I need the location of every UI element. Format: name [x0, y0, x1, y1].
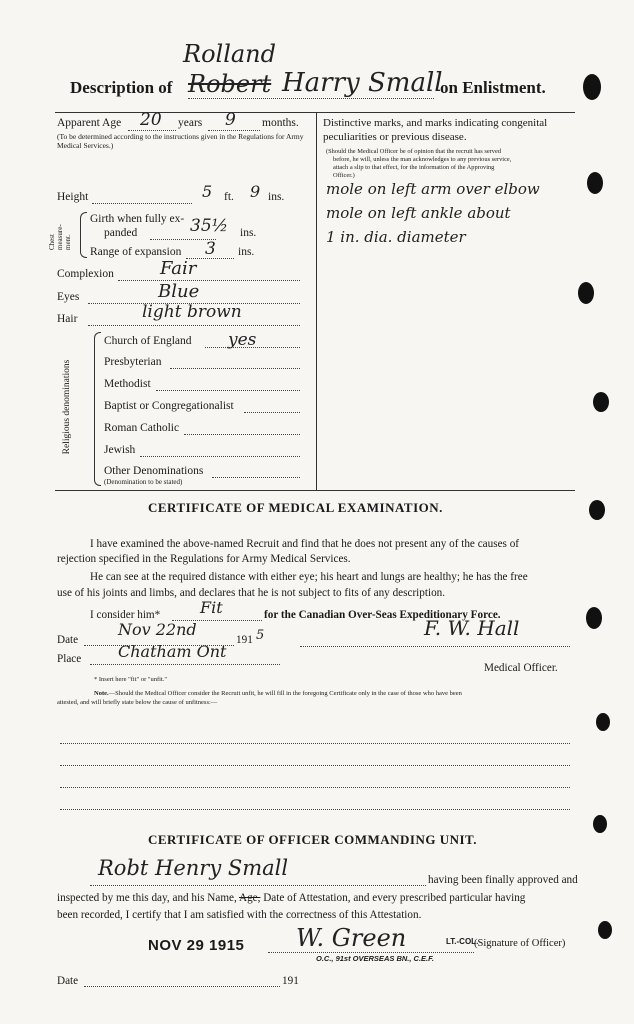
text-2a: inspected by me this day, and his Name,: [57, 892, 237, 904]
religion-presbyterian: Presbyterian: [104, 356, 162, 368]
marks-line-2: mole on left ankle about: [326, 204, 511, 222]
denomination-note: (Denomination to be stated): [104, 478, 183, 486]
girth-value: 35½: [190, 216, 229, 236]
consider-value: Fit: [200, 598, 223, 617]
note-line1: —Should the Medical Officer consider the Recruit unfit, he will fill in the foregoing Certificate only in the case of those who have been: [108, 690, 462, 697]
unfitness-line: [60, 787, 570, 788]
punch-hole: [596, 713, 610, 731]
marks-heading-2: peculiarities or previous disease.: [323, 131, 467, 143]
marks-line-1: mole on left arm over elbow: [326, 180, 540, 198]
punch-hole: [578, 282, 594, 304]
religion-baptist: Baptist or Congregationalist: [104, 400, 234, 412]
commanding-title: CERTIFICATE OF OFFICER COMMANDING UNIT.: [148, 832, 477, 847]
force-label: for the Canadian Over-Seas Expeditionary Force.: [264, 609, 501, 621]
header-suffix: on Enlistment.: [440, 78, 546, 97]
medical-officer-label: Medical Officer.: [484, 662, 558, 674]
medical-para2-line2: use of his joints and limbs, and declares that he is not subject to fits of any description.: [57, 587, 446, 599]
note-label: Note.: [94, 690, 109, 697]
ins-label: ins.: [268, 191, 285, 203]
marks-note-1: (Should the Medical Officer be of opinion that the recruit has served: [326, 148, 502, 155]
ft-label: ft.: [224, 191, 234, 203]
punch-hole: [593, 392, 609, 412]
years-label: years: [178, 117, 203, 129]
date-value: Nov 22nd: [118, 620, 197, 639]
written-name: Harry Small: [282, 68, 443, 98]
unfit-note-line2: attested, and will briefly state below the cause of unfitness:—: [57, 699, 218, 706]
religion-church-of-england: Church of England: [104, 335, 192, 347]
religion-methodist: Methodist: [104, 378, 151, 390]
punch-hole: [589, 500, 605, 520]
age-note: (To be determined according to the instructions given in the Regulations for Army Medical Services.): [57, 132, 304, 150]
hair-label: Hair: [57, 313, 78, 325]
date-stamp: NOV 29 1915: [148, 937, 245, 954]
punch-hole: [587, 172, 603, 194]
marks-line-3: 1 in. dia. diameter: [326, 228, 466, 246]
complexion-label: Complexion: [57, 268, 114, 280]
unfitness-line: [60, 743, 570, 744]
text-2b: Date of Attestation, and every prescribed particular having: [263, 892, 526, 904]
chest-label: Chest measure-ment.: [48, 224, 72, 250]
commanding-date-label: Date: [57, 975, 79, 987]
expansion-label: Range of expansion: [90, 246, 182, 258]
medical-signature: F. W. Hall: [424, 616, 520, 640]
height-ft: 5: [202, 182, 213, 201]
text-2-age: Age,: [238, 892, 261, 904]
expansion-ins: ins.: [238, 246, 255, 258]
expansion-value: 3: [205, 239, 216, 259]
medical-para1-line1: I have examined the above-named Recruit and find that he does not present any of the causes of: [90, 538, 520, 550]
commanding-name: Robt Henry Small: [98, 856, 289, 880]
marks-note-4: Officer.): [333, 172, 355, 179]
commanding-text-3: been recorded, I certify that I am satisfied with the correctness of this Attestation.: [57, 909, 422, 921]
religion-other: Other Denominations: [104, 465, 204, 477]
marks-heading-1: Distinctive marks, and marks indicating congenital: [323, 117, 548, 129]
unfit-note: [94, 690, 462, 697]
signature-label: (Signature of Officer): [474, 938, 566, 949]
name-correction: Rolland: [183, 40, 276, 68]
medical-title: CERTIFICATE OF MEDICAL EXAMINATION.: [148, 500, 443, 515]
officer-rank: LT.-COL.: [446, 937, 479, 946]
age-years: 20: [140, 110, 162, 130]
girth-ins: ins.: [240, 227, 257, 239]
medical-para1-line2: rejection specified in the Regulations for Army Medical Services.: [57, 553, 351, 565]
medical-para2-line1: He can see at the required distance with either eye; his heart and lungs are healthy; he has the free: [90, 571, 528, 583]
officer-signature: W. Green: [296, 924, 407, 952]
unfitness-line: [60, 809, 570, 810]
unfitness-line: [60, 765, 570, 766]
punch-hole: [586, 607, 602, 629]
year-value: 5: [256, 628, 265, 643]
commanding-text-2: [57, 890, 525, 906]
girth-label: Girth when fully ex-: [90, 213, 185, 225]
age-label: Apparent Age: [57, 117, 122, 129]
complexion-value: Fair: [160, 258, 197, 279]
girth-label-2: panded: [104, 227, 138, 239]
eyes-label: Eyes: [57, 291, 80, 303]
commanding-year-prefix: 191: [282, 975, 299, 987]
punch-hole: [583, 74, 601, 100]
consider-label: I consider him*: [90, 609, 161, 621]
place-value: Chatham Ont: [118, 642, 227, 661]
header-prefix: Description of: [70, 78, 173, 97]
eyes-value: Blue: [158, 281, 200, 302]
months-label: months.: [262, 117, 299, 129]
punch-hole: [598, 921, 612, 939]
marks-note-2: before, he will, unless the man acknowledges to any previous service,: [333, 156, 512, 163]
place-label: Place: [57, 653, 82, 665]
insert-note: * Insert here "fit" or "unfit.": [94, 676, 168, 683]
hair-value: light brown: [142, 302, 242, 322]
religion-jewish: Jewish: [104, 444, 136, 456]
unit-stamp: O.C., 91st OVERSEAS BN., C.E.F.: [316, 954, 434, 963]
date-label: Date: [57, 634, 79, 646]
religion-label: Religious denominations: [62, 359, 72, 455]
year-prefix: 191: [236, 634, 253, 646]
religion-roman-catholic: Roman Catholic: [104, 422, 180, 434]
commanding-text-1: having been finally approved and: [428, 874, 578, 886]
religion-church-of-england-value: yes: [228, 330, 257, 350]
struck-name: Robert: [188, 70, 272, 98]
age-months: 9: [225, 110, 236, 130]
punch-hole: [593, 815, 607, 833]
marks-note-3: attach a slip to that effect, for the information of the Approving: [333, 164, 495, 171]
height-label: Height: [57, 191, 89, 203]
height-in: 9: [250, 182, 261, 201]
